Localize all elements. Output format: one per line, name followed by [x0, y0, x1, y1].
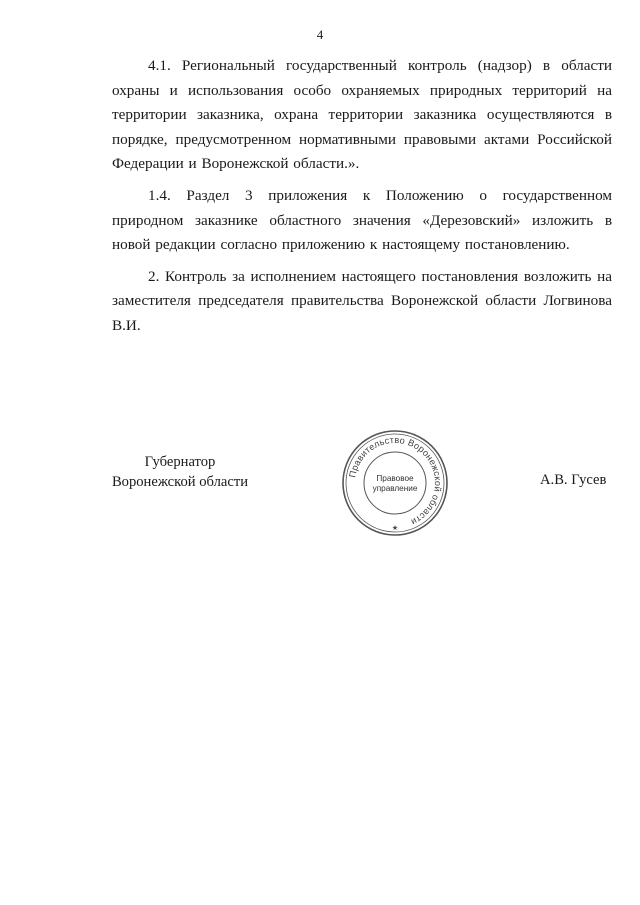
stamp-mid-ring: [346, 434, 444, 532]
page-number: 4: [316, 27, 324, 42]
stamp-outer-text: Правительство Воронежской области: [347, 434, 444, 528]
official-stamp: [340, 428, 450, 538]
signer-position: [100, 452, 260, 492]
stamp-star-icon: ★: [391, 525, 399, 532]
signer-name: А.В. Гусев: [540, 472, 607, 488]
stamp-inner-ring: [364, 452, 426, 514]
signer-position-line-2: Воронежской области: [111, 474, 249, 490]
paragraph-4-1: 4.1. Региональный государственный контроль (надзор) в области охраны и использования особо охраняемых природных территорий на территории заказника, охрана территории заказника осуществляются в порядке, предусмотренном нормативными правовыми актами Российской Федерации и Воронежской области.».: [112, 57, 612, 173]
paragraph-2: 2. Контроль за исполнением настоящего постановления возложить на заместителя председателя правительства Воронежской области Логвинова В.И.: [112, 267, 612, 334]
signer-position-line-1: Губернатор: [144, 454, 216, 470]
stamp-inner-text-1: Правовое: [376, 474, 414, 483]
paragraph-1-4: 1.4. Раздел 3 приложения к Положению о государственном природном заказнике областного значения «Дерезовский» изложить в новой редакции согласно приложению к настоящему постановлению.: [112, 186, 612, 254]
stamp-outer-ring: [343, 431, 447, 535]
stamp-inner-text-2: управление: [372, 484, 418, 493]
